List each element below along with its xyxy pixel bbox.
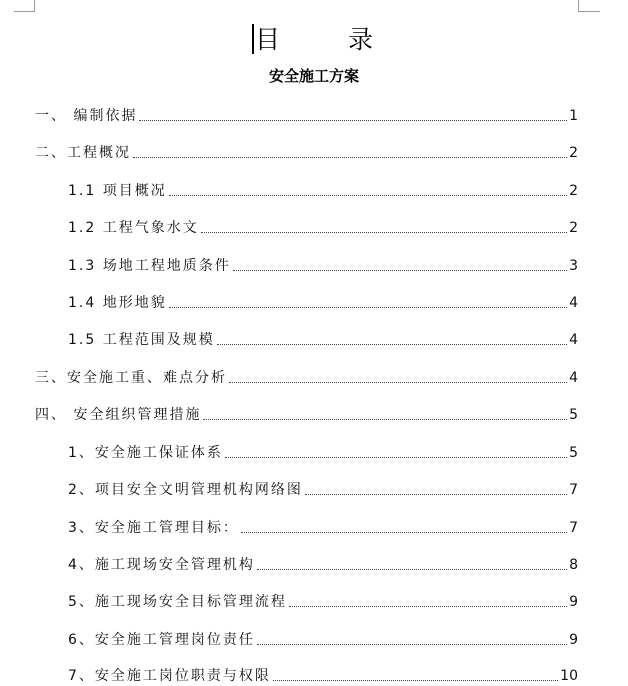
- toc-entry-label: 4、施工现场安全管理机构: [68, 557, 255, 573]
- toc-entry[interactable]: [68, 256, 578, 276]
- toc-page-number: 2: [569, 145, 578, 161]
- document-subtitle: 安全施工方案: [268, 67, 359, 85]
- toc-leader-dots: [139, 120, 567, 121]
- toc-leader-dots: [233, 270, 567, 271]
- toc-entry[interactable]: [68, 630, 578, 650]
- toc-entry-label: 3、安全施工管理目标：: [68, 520, 239, 536]
- toc-leader-dots: [229, 382, 567, 383]
- toc-page-number: 10: [560, 668, 578, 684]
- crop-mark-top-left-horizontal: [14, 11, 35, 12]
- toc-entry[interactable]: [35, 405, 578, 425]
- toc-page-number: 5: [569, 407, 578, 423]
- toc-page-number: 8: [569, 557, 578, 573]
- toc-entry-label: 6、安全施工管理岗位责任: [68, 632, 255, 648]
- toc-page-number: 7: [569, 520, 578, 536]
- toc-entry-label: 二、工程概况: [35, 145, 131, 161]
- toc-leader-dots: [273, 680, 558, 681]
- toc-leader-dots: [289, 606, 567, 607]
- toc-entry-label: 1.4 地形地貌: [68, 295, 167, 311]
- toc-entry-label: 1.2 工程气象水文: [68, 220, 199, 236]
- toc-entry[interactable]: [68, 555, 578, 575]
- toc-page-number: 2: [569, 220, 578, 236]
- toc-page-number: 9: [569, 632, 578, 648]
- toc-leader-dots: [257, 644, 567, 645]
- toc-leader-dots: [225, 457, 567, 458]
- toc-entry[interactable]: [68, 518, 578, 538]
- toc-entry[interactable]: [68, 293, 578, 313]
- toc-entry[interactable]: [68, 330, 578, 350]
- toc-page-number: 7: [569, 482, 578, 498]
- toc-leader-dots: [133, 157, 567, 158]
- toc-entry-label: 2、项目安全文明管理机构网络图: [68, 482, 303, 498]
- toc-title: 目 录: [255, 25, 403, 54]
- toc-entry-label: 四、 安全组织管理措施: [35, 407, 202, 423]
- toc-entry-label: 1.3 场地工程地质条件: [68, 258, 231, 274]
- toc-entry-label: 5、施工现场安全目标管理流程: [68, 594, 287, 610]
- toc-page-number: 4: [569, 295, 578, 311]
- toc-page-number: 5: [569, 445, 578, 461]
- toc-page-number: 1: [569, 108, 578, 124]
- toc-leader-dots: [305, 494, 567, 495]
- toc-entry-label: 一、 编制依据: [35, 108, 138, 124]
- toc-entry[interactable]: [68, 181, 578, 201]
- toc-page-number: 9: [569, 594, 578, 610]
- toc-entry[interactable]: [68, 592, 578, 612]
- toc-entry[interactable]: [68, 218, 578, 238]
- toc-entry[interactable]: [68, 666, 578, 686]
- toc-leader-dots: [169, 195, 567, 196]
- toc-page-number: 4: [569, 332, 578, 348]
- toc-page-number: 4: [569, 370, 578, 386]
- toc-entry[interactable]: [35, 143, 578, 163]
- toc-page-number: 3: [569, 258, 578, 274]
- toc-leader-dots: [203, 419, 567, 420]
- toc-leader-dots: [217, 344, 567, 345]
- toc-entry[interactable]: [35, 368, 578, 388]
- toc-entry-label: 1.5 工程范围及规模: [68, 332, 215, 348]
- toc-entry[interactable]: [68, 480, 578, 500]
- toc-leader-dots: [241, 532, 567, 533]
- toc-entry[interactable]: [68, 443, 578, 463]
- toc-leader-dots: [257, 569, 567, 570]
- toc-entry[interactable]: [35, 106, 578, 126]
- toc-leader-dots: [169, 307, 567, 308]
- toc-entry-label: 三、安全施工重、难点分析: [35, 370, 227, 386]
- crop-mark-top-right-horizontal: [578, 11, 600, 12]
- toc-entry-label: 1、安全施工保证体系: [68, 445, 223, 461]
- toc-leader-dots: [201, 232, 567, 233]
- toc-entry-label: 7、安全施工岗位职责与权限: [68, 668, 271, 684]
- toc-page-number: 2: [569, 183, 578, 199]
- toc-entry-label: 1.1 项目概况: [68, 183, 167, 199]
